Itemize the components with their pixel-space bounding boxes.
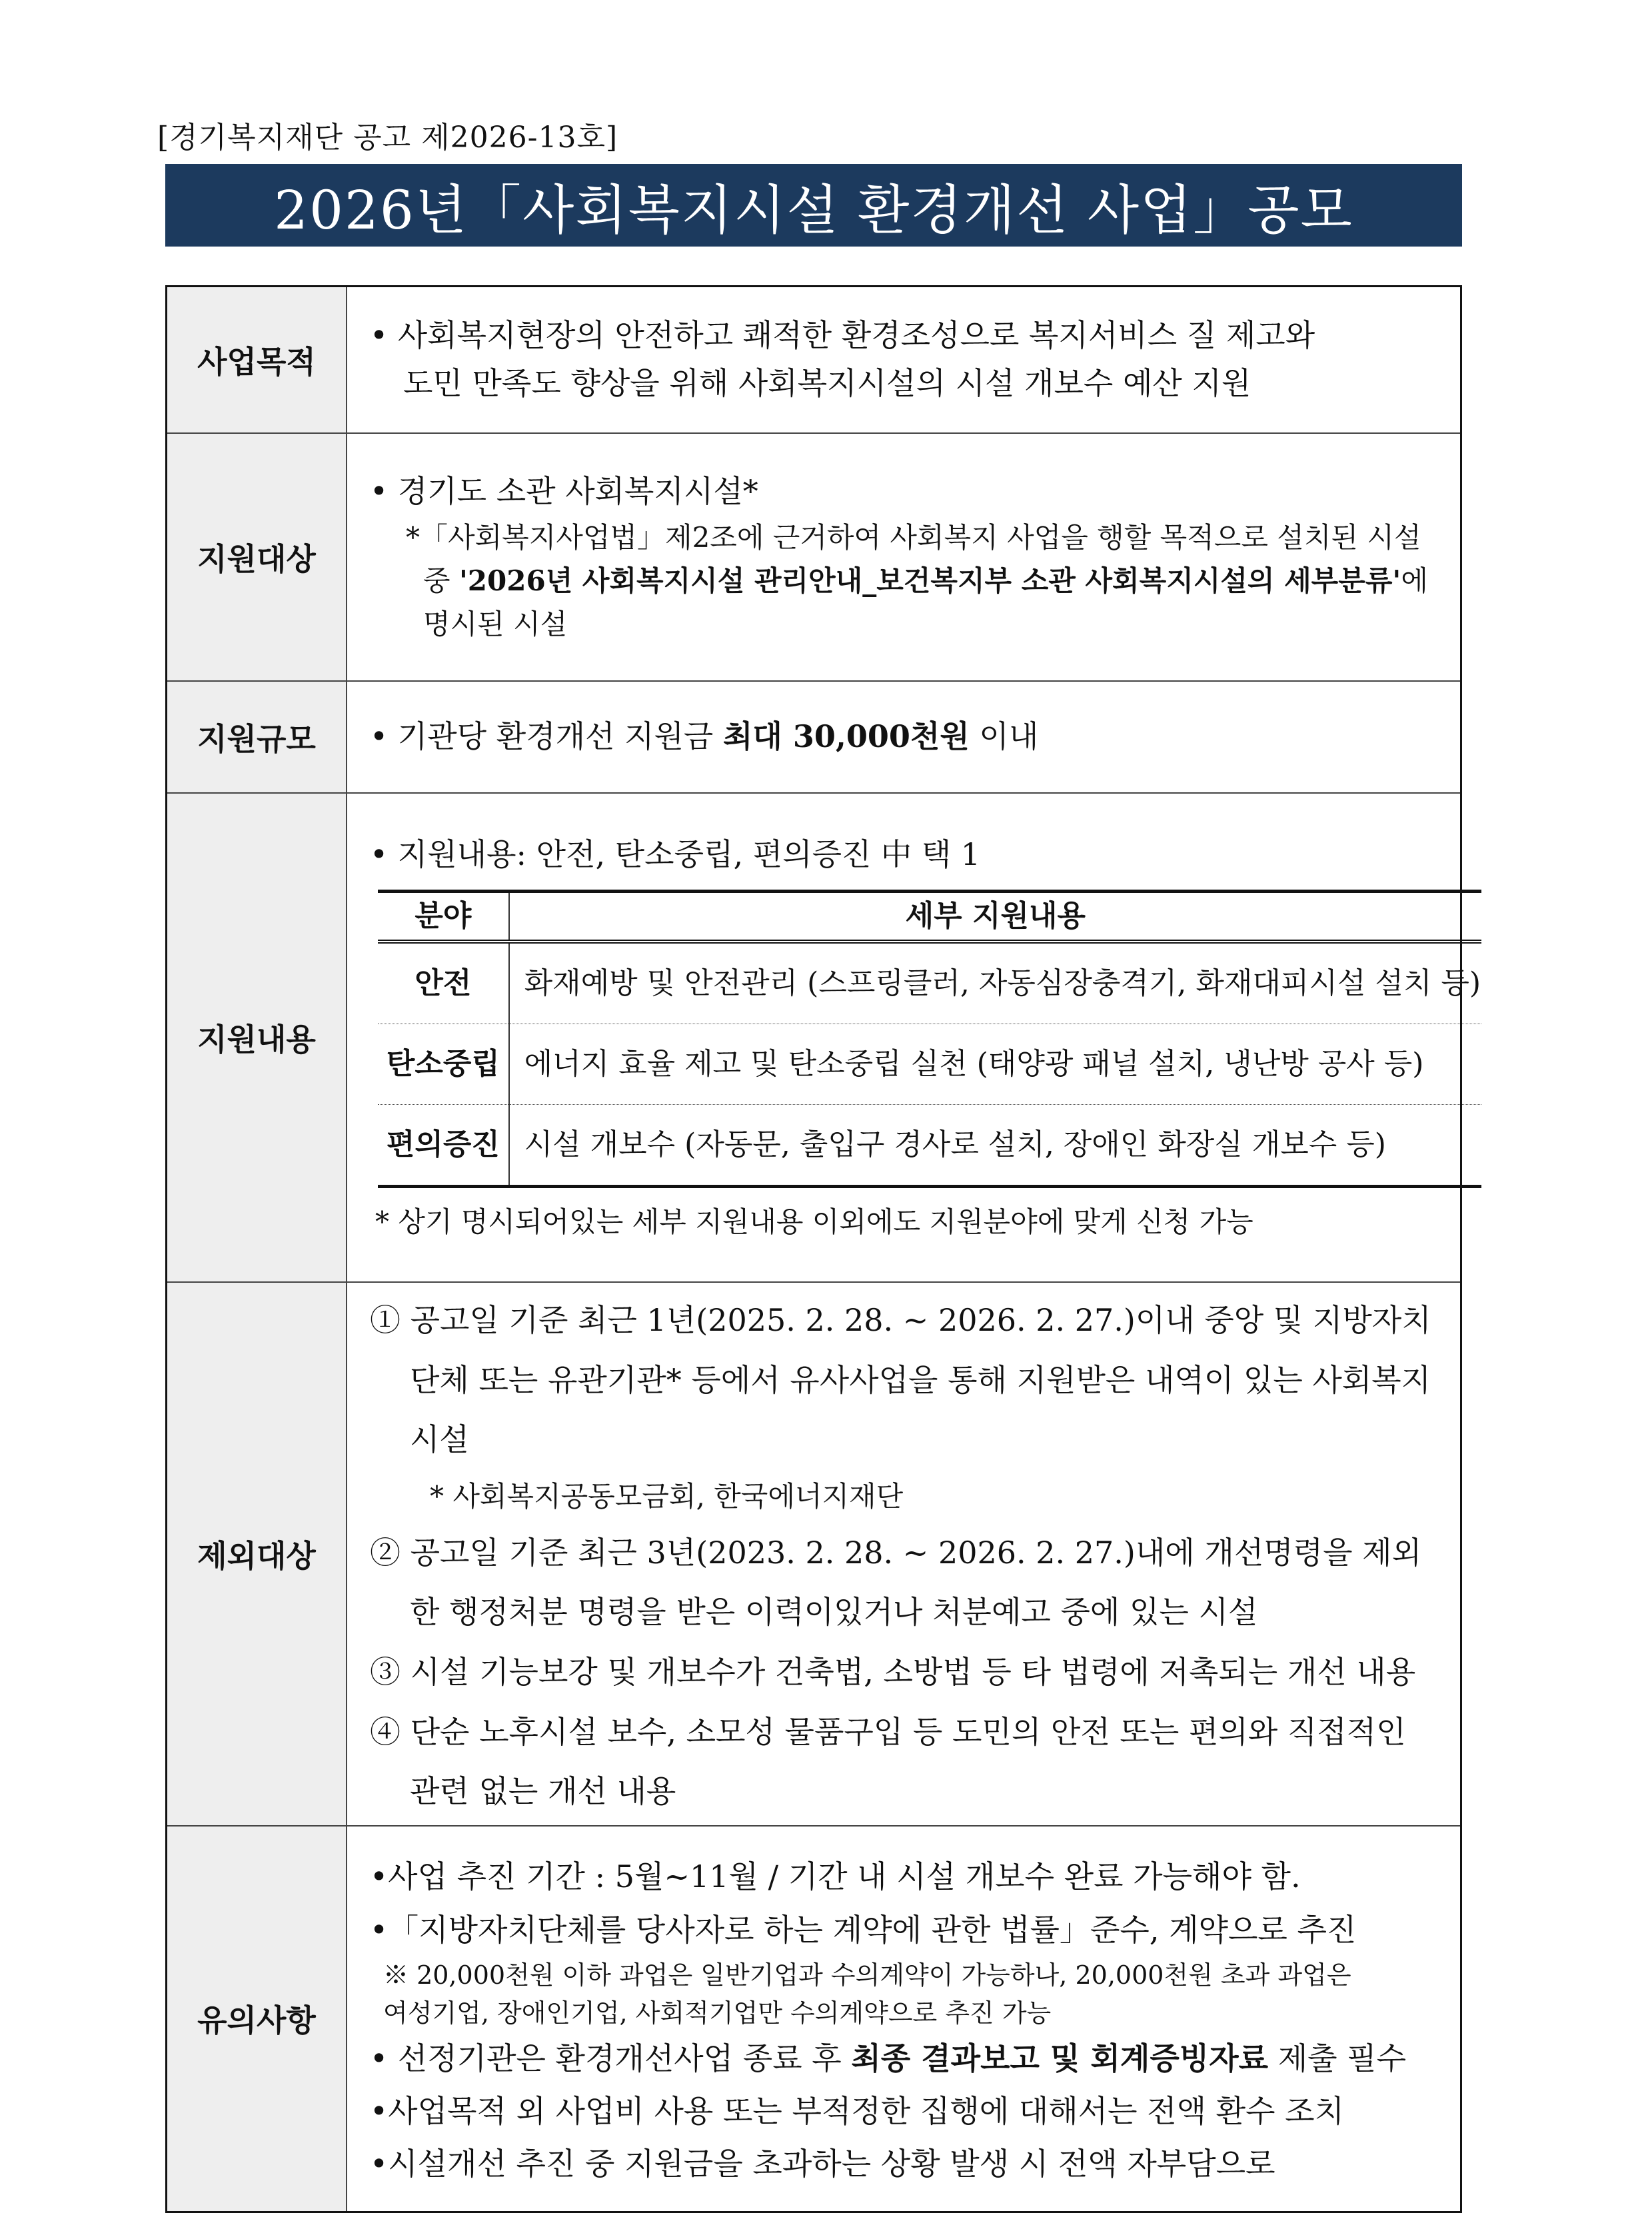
row-target	[167, 433, 1461, 681]
target-note-c: 명시된 시설	[423, 607, 568, 640]
support-detail-carbon: 에너지 효율 제고 및 탄소중립 실천 (태양광 패널 설치, 냉난방 공사 등)	[509, 1024, 1481, 1104]
target-note-b-prefix: 중	[423, 564, 459, 597]
caution-item-2-note-a: ※ 20,000천원 이하 과업은 일반기업과 수의계약이 가능하나, 20,000천원 초과 과업은	[383, 1960, 1351, 1990]
exclusion-item-3: ③ 시설 기능보강 및 개보수가 건축법, 소방법 등 타 법령에 저촉되는 개선 내용	[370, 1654, 1416, 1691]
table-row	[378, 1024, 1481, 1104]
label-content: 지원내용	[167, 793, 347, 1282]
row-exclusion	[167, 1282, 1461, 1826]
announcement-table	[165, 285, 1481, 2213]
support-detail-convenience: 시설 개보수 (자동문, 출입구 경사로 설치, 장애인 화장실 개보수 등)	[509, 1104, 1481, 1186]
exclusion-item-1-note: * 사회복지공동모금회, 한국에너지재단	[430, 1479, 904, 1513]
caution-item-2: •「지방자치단체를 당사자로 하는 계약에 관한 법률」준수, 계약으로 추진	[370, 1911, 1357, 1948]
support-table-header	[378, 891, 1481, 942]
target-note-b-suffix: 에	[1401, 564, 1428, 597]
caution-item-3	[370, 2032, 1443, 2085]
purpose-line2: 도민 만족도 향상을 위해 사회복지시설의 시설 개보수 예산 지원	[403, 365, 1251, 401]
exclusion-item-4: ④ 단순 노후시설 보수, 소모성 물품구입 등 도민의 안전 또는 편의와 직접적인 관련 없는 개선 내용	[370, 1713, 1406, 1810]
purpose-line1: • 사회복지현장의 안전하고 쾌적한 환경조성으로 복지서비스 질 제고와	[370, 312, 1443, 359]
target-note-b-bold: '2026년 사회복지시설 관리안내_보건복지부 소관 사회복지시설의 세부분류'	[458, 564, 1401, 597]
content-content	[347, 793, 1481, 1282]
page-title: 2026년「사회복지시설 환경개선 사업」공모	[165, 164, 1462, 247]
support-category-carbon: 탄소중립	[378, 1024, 509, 1104]
notice-number: [경기복지재단 공고 제2026-13호]	[157, 121, 618, 155]
label-purpose: 사업목적	[167, 287, 347, 433]
target-bullet: • 경기도 소관 사회복지시설*	[370, 468, 1443, 515]
support-category-convenience: 편의증진	[378, 1104, 509, 1186]
support-detail-safety: 화재예방 및 안전관리 (스프링클러, 자동심장충격기, 화재대피시설 설치 등)	[524, 966, 1481, 1000]
caution-item-3-suffix: 제출 필수	[1268, 2040, 1407, 2076]
caution-item-3-prefix: • 선정기관은 환경개선사업 종료 후	[370, 2040, 852, 2076]
exclusion-item-1: ① 공고일 기준 최근 1년(2025. 2. 28. ~ 2026. 2. 27.)이내 중앙 및 지방자치단체 또는 유관기관* 등에서 유사사업을 통해 지원받은 내역이 있는 사회복지시설	[370, 1301, 1431, 1458]
content-scale	[347, 681, 1461, 793]
scale-line	[370, 713, 1443, 760]
support-category-safety: 안전	[378, 942, 509, 1024]
row-caution	[167, 1826, 1461, 2212]
target-note-b	[370, 559, 1443, 602]
support-header-detail: 세부 지원내용	[509, 891, 1481, 942]
caution-item-1: •사업 추진 기간 : 5월~11월 / 기간 내 시설 개보수 완료 가능해야 함.	[370, 1858, 1301, 1895]
label-exclusion: 제외대상	[167, 1282, 347, 1826]
table-row	[378, 942, 1481, 1024]
exclusion-item-2: ② 공고일 기준 최근 3년(2023. 2. 28. ~ 2026. 2. 27.)내에 개선명령을 제외한 행정처분 명령을 받은 이력이있거나 처분예고 중에 있는 시설	[370, 1534, 1422, 1631]
scale-prefix: 기관당 환경개선 지원금	[397, 718, 723, 754]
caution-item-2-note-b: 여성기업, 장애인기업, 사회적기업만 수의계약으로 추진 가능	[383, 1998, 1052, 2028]
content-footnote: * 상기 명시되어있는 세부 지원내용 이외에도 지원분야에 맞게 신청 가능	[375, 1205, 1253, 1238]
scale-amount: 최대 30,000천원	[723, 718, 970, 754]
support-header-category: 분야	[378, 891, 509, 942]
row-purpose	[167, 287, 1461, 433]
caution-item-4: •사업목적 외 사업비 사용 또는 부적정한 집행에 대해서는 전액 환수 조치	[370, 2092, 1344, 2129]
label-caution: 유의사항	[167, 1826, 347, 2212]
content-target	[347, 433, 1461, 681]
content-caution	[347, 1826, 1461, 2212]
target-note-a: *「사회복지사업법」제2조에 근거하여 사회복지 사업을 행할 목적으로 설치된 시설	[406, 520, 1421, 554]
label-scale: 지원규모	[167, 681, 347, 793]
caution-item-3-bold: 최종 결과보고 및 회계증빙자료	[851, 2040, 1269, 2076]
scale-suffix: 이내	[969, 718, 1039, 754]
row-content	[167, 793, 1461, 1282]
label-target: 지원대상	[167, 433, 347, 681]
caution-item-5: •시설개선 추진 중 지원금을 초과하는 상황 발생 시 전액 자부담으로	[370, 2145, 1275, 2182]
content-bullet: • 지원내용: 안전, 탄소중립, 편의증진 中 택 1	[370, 831, 1443, 878]
content-purpose	[347, 287, 1461, 433]
support-detail-table	[378, 890, 1481, 1188]
row-scale	[167, 681, 1461, 793]
content-exclusion	[347, 1282, 1461, 1826]
table-row	[378, 1104, 1481, 1186]
